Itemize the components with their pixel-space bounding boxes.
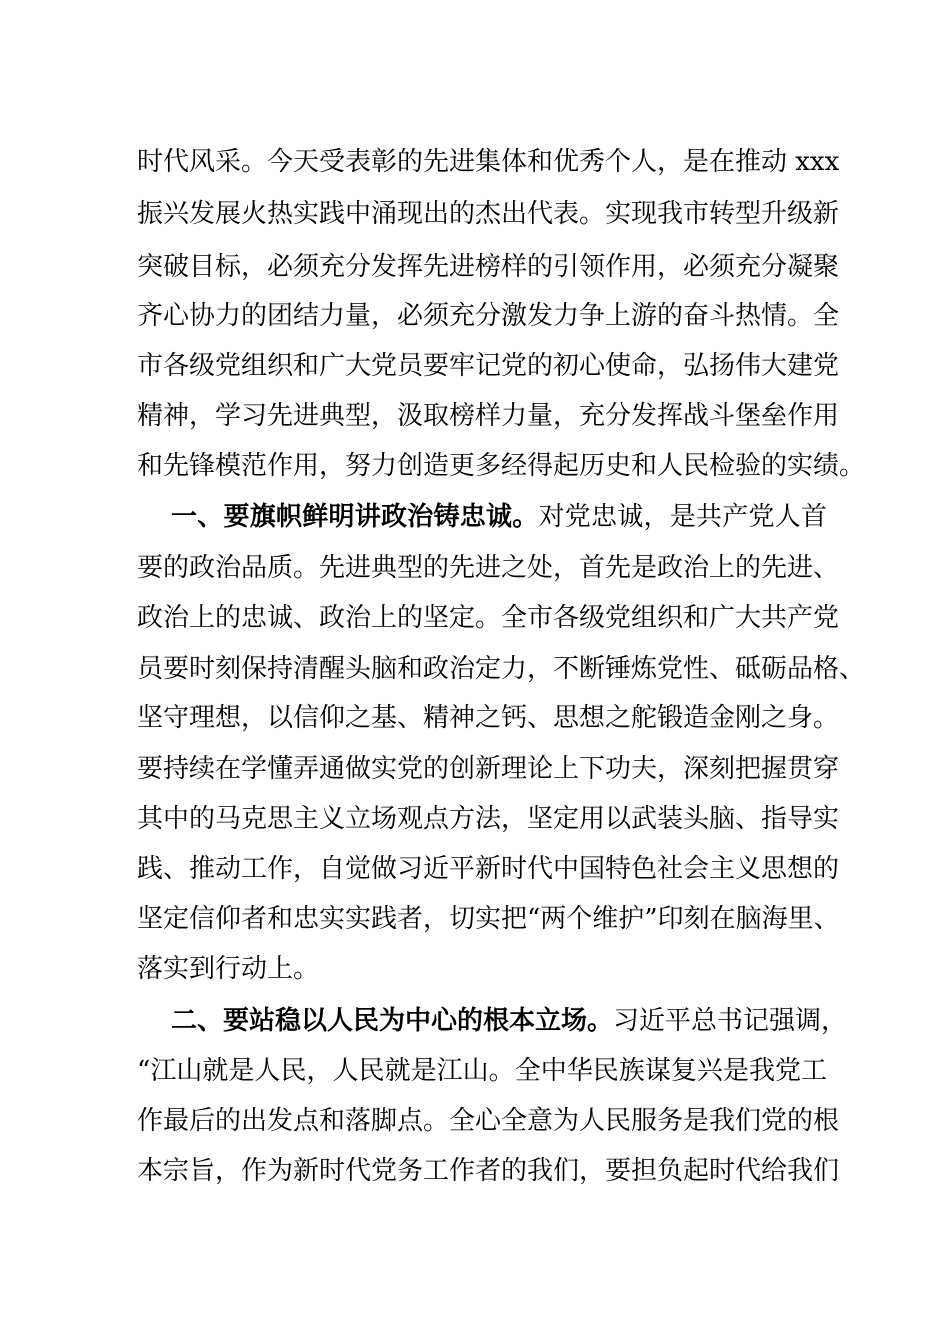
paragraph-line: 坚定信仰者和忠实实践者，切实把“两个维护”印刻在脑海里、 (137, 904, 840, 934)
section-heading-1: 一、要旗帜鲜明讲政治铸忠诚。 (171, 502, 539, 532)
paragraph-line: 市各级党组织和广大党员要牢记党的初心使命，弘扬伟大建党 (137, 351, 840, 381)
paragraph-line: 坚守理想，以信仰之基、精神之钙、思想之舵锻造金刚之身。 (137, 703, 840, 733)
paragraph-line: 员要时刻保持清醒头脑和政治定力，不断锤炼党性、砥砺品格、 (137, 654, 866, 684)
paragraph-line: 振兴发展火热实践中涌现出的杰出代表。实现我市转型升级新 (137, 199, 840, 229)
paragraph-line: 本宗旨，作为新时代党务工作者的我们，要担负起时代给我们 (137, 1156, 840, 1186)
paragraph-line: 要持续在学懂弄通做实党的创新理论上下功夫，深刻把握贯穿 (137, 754, 840, 784)
paragraph-line: 要的政治品质。先进典型的先进之处，首先是政治上的先进、 (137, 553, 840, 583)
paragraph-line: 时代风采。今天受表彰的先进集体和优秀个人，是在推动 xxx (137, 147, 840, 177)
paragraph-line: “江山就是人民，人民就是江山。全中华民族谋复兴是我党工 (137, 1056, 827, 1086)
paragraph-line: 突破目标，必须充分发挥先进榜样的引领作用，必须充分凝聚 (137, 252, 840, 282)
paragraph-line: 精神，学习先进典型，汲取榜样力量，充分发挥战斗堡垒作用 (137, 401, 840, 431)
paragraph-line: 践、推动工作，自觉做习近平新时代中国特色社会主义思想的 (137, 854, 840, 884)
paragraph-line: 齐心协力的团结力量，必须充分激发力争上游的奋斗热情。全 (137, 301, 840, 331)
paragraph-line: 作最后的出发点和落脚点。全心全意为人民服务是我们党的根 (137, 1106, 840, 1136)
paragraph-line: 和先锋模范作用，努力创造更多经得起历史和人民检验的实绩。 (137, 451, 866, 481)
paragraph-line: 政治上的忠诚、政治上的坚定。全市各级党组织和广大共产党 (137, 603, 840, 633)
section-heading-line: 二、要站稳以人民为中心的根本立场。习近平总书记强调， (171, 1006, 848, 1036)
section-heading-line: 一、要旗帜鲜明讲政治铸忠诚。对党忠诚，是共产党人首 (171, 502, 827, 532)
paragraph-line: 其中的马克思主义立场观点方法，坚定用以武装头脑、指导实 (137, 804, 840, 834)
paragraph-line: 落实到行动上。 (137, 954, 320, 984)
section-heading-2: 二、要站稳以人民为中心的根本立场。 (171, 1006, 614, 1036)
